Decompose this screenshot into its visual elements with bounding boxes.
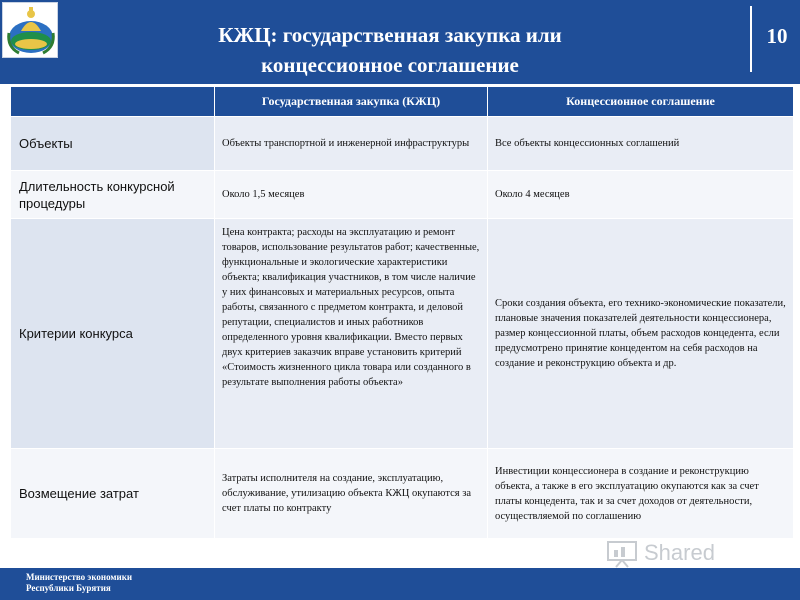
procurement-cell: Объекты транспортной и инженерной инфраструктуры — [215, 117, 488, 171]
comparison-table — [10, 86, 793, 538]
row-label: Длительность конкурсной процедуры — [11, 171, 215, 219]
footer-line-1: Министерство экономики — [26, 572, 133, 582]
page-title-line-1: КЖЦ: государственная закупка или — [218, 23, 562, 47]
watermark-text: Shared — [644, 540, 715, 565]
table-row — [11, 449, 794, 539]
table-row — [11, 219, 794, 449]
row-label: Критерии конкурса — [11, 219, 215, 449]
page-title-line-2: концессионное соглашение — [261, 53, 519, 77]
table-header-row — [11, 87, 794, 117]
table-row — [11, 117, 794, 171]
slide-footer — [0, 568, 800, 600]
coat-of-arms-icon — [2, 2, 58, 58]
concession-cell: Сроки создания объекта, его технико-экономические показатели, плановые значения показателей деятельности концессионера, размер концессионной платы, объем расходов концедента, если предусмотрено принятие концедентом на себя расходов на создание и реконструкцию объекта и др. — [488, 219, 794, 449]
watermark — [606, 540, 796, 568]
procurement-cell: Цена контракта; расходы на эксплуатацию и ремонт товаров, использование результатов работ; качественные, функциональные и экологические характеристики объекта; квалификация участников, в том числе наличие у них финансовых и материальных ресурсов, опыта работы, связанного с предметом контракта, и деловой репутации, специалистов и иных работников определенного уровня квалификации. Вместо первых двух критериев заказчик вправе установить критерий «Стоимость жизненного цикла товара или созданного в результате выполнения работы объекта» — [215, 219, 488, 449]
header-divider — [750, 6, 752, 72]
page-title — [90, 20, 690, 80]
footer-line-2: Республики Бурятия — [26, 583, 111, 593]
procurement-cell: Затраты исполнителя на создание, эксплуатацию, обслуживание, утилизацию объекта КЖЦ окупаются за счет платы по контракту — [215, 449, 488, 539]
footer-org — [26, 572, 132, 594]
concession-cell: Около 4 месяцев — [488, 171, 794, 219]
table-row — [11, 171, 794, 219]
procurement-cell: Около 1,5 месяцев — [215, 171, 488, 219]
header-cell-concession: Концессионное соглашение — [488, 87, 794, 117]
header-cell-blank — [11, 87, 215, 117]
row-label: Объекты — [11, 117, 215, 171]
header-cell-procurement: Государственная закупка (КЖЦ) — [215, 87, 488, 117]
page-number: 10 — [766, 24, 788, 48]
concession-cell: Все объекты концессионных соглашений — [488, 117, 794, 171]
presentation-board-icon — [606, 540, 640, 568]
concession-cell: Инвестиции концессионера в создание и реконструкцию объекта, а также в его эксплуатацию окупаются как за счет платы концедента, так и за счет доходов от деятельности, осуществляемой по соглашению — [488, 449, 794, 539]
slide-header — [0, 0, 800, 84]
row-label: Возмещение затрат — [11, 449, 215, 539]
